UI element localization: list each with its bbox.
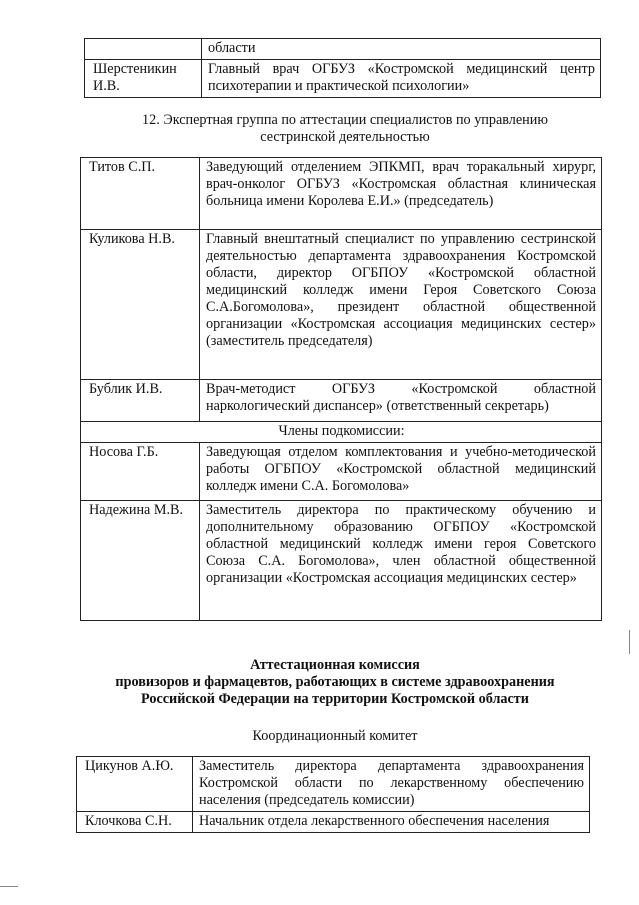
table-top: [84, 38, 601, 98]
table-row: [81, 443, 602, 501]
desc-cell: Заведующая отделом комплектования и учебно-методической работы ОГБПОУ «Костромской областной медицинский колледж имени С.А. Богомолова»: [200, 443, 602, 501]
name-cell: [85, 39, 202, 60]
table-bottom: [76, 756, 590, 833]
desc-cell: Врач-методист ОГБУЗ «Костромской областной наркологический диспансер» (ответственный секретарь): [200, 380, 602, 422]
scan-edge-mark: [629, 630, 630, 654]
section-12-heading-line2: сестринской деятельностью: [260, 129, 430, 145]
table-section-12: [80, 157, 602, 621]
table-row: [85, 60, 601, 98]
table-row: [81, 158, 602, 230]
desc-cell: Заместитель директора по практическому обучению и дополнительному образованию ОГБПОУ «Костромской областной медицинский колледж имени героя Советского Союза С.А. Богомолова», член областной общественной организации «Костромская ассоциация медицинских сестер»: [200, 501, 602, 621]
desc-cell: Заместитель директора департамента здравоохранения Костромской области по лекарственному обеспечению населения (председатель комиссии): [193, 757, 590, 812]
name-cell: Цикунов А.Ю.: [77, 757, 193, 812]
name-cell: Бублик И.В.: [81, 380, 200, 422]
name-cell: Клочкова С.Н.: [77, 812, 193, 833]
name-cell: Титов С.П.: [81, 158, 200, 230]
desc-cell: Главный врач ОГБУЗ «Костромской медицинский центр психотерапии и практической психологии»: [202, 60, 601, 98]
name-cell: Куликова Н.В.: [81, 230, 200, 380]
name-cell: Шерстеникин И.В.: [85, 60, 202, 98]
members-label: Члены подкомиссии:: [81, 422, 602, 443]
section-12-heading: [90, 112, 600, 146]
table-row: [81, 230, 602, 380]
commission-title: [60, 657, 610, 708]
table-row: [77, 757, 590, 812]
table-row: [81, 380, 602, 422]
commission-title-line3: Российской Федерации на территории Костромской области: [141, 691, 529, 707]
table-row: [85, 39, 601, 60]
desc-cell: Начальник отдела лекарственного обеспечения населения: [193, 812, 590, 833]
name-cell: Надежина М.В.: [81, 501, 200, 621]
desc-cell: области: [202, 39, 601, 60]
commission-title-line2: провизоров и фармацевтов, работающих в системе здравоохранения: [115, 674, 555, 690]
section-12-heading-line1: 12. Экспертная группа по аттестации специалистов по управлению: [142, 112, 548, 128]
name-cell: Носова Г.Б.: [81, 443, 200, 501]
table-row: [81, 501, 602, 621]
commission-subtitle: Координационный комитет: [252, 728, 418, 744]
desc-cell: Главный внештатный специалист по управлению сестринской деятельностью департамента здравоохранения Костромской области, директор ОГБПОУ «Костромской областной медицинский колледж имени Героя Советского Союза С.А.Богомолова», президент областной общественной организации «Костромская ассоциация медицинских сестер» (заместитель председателя): [200, 230, 602, 380]
desc-cell: Заведующий отделением ЭПКМП, врач торакальный хирург, врач-онколог ОГБУЗ «Костромская областная клиническая больница имени Королева Е.И.» (председатель): [200, 158, 602, 230]
table-row: [81, 422, 602, 443]
scan-edge-mark: [0, 886, 18, 887]
table-row: [77, 812, 590, 833]
commission-title-line1: Аттестационная комиссия: [250, 657, 420, 673]
